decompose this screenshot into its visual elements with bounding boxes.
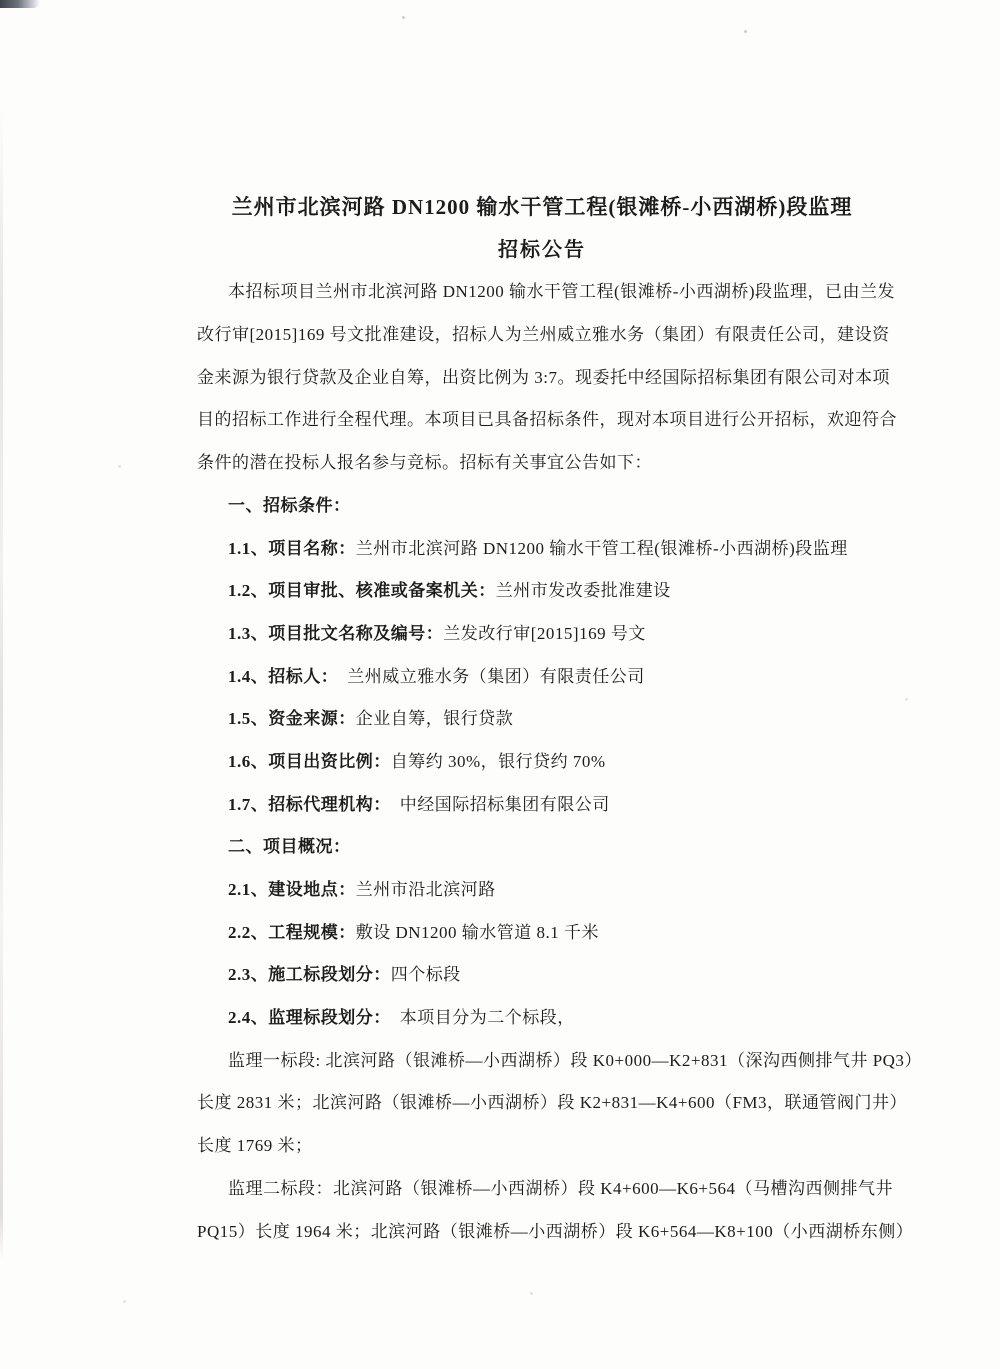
document-title: 兰州市北滨河路 DN1200 输水干管工程(银滩桥-小西湖桥)段监理 — [231, 195, 853, 219]
scan-edge-shadow — [0, 110, 3, 1260]
list-item-1-5 — [197, 698, 887, 741]
item-value: 兰发改行审[2015]169 号文 — [443, 623, 646, 643]
item-value: 四个标段 — [390, 965, 461, 985]
item-value: 兰州市发改委批准建设 — [495, 581, 671, 601]
item-label: 1.3、项目批文名称及编号： — [228, 623, 444, 643]
list-item-2-4 — [197, 997, 887, 1040]
list-item-2-3 — [197, 954, 887, 997]
intro-line: 条件的潜在投标人报名参与竞标。招标有关事宜公告如下： — [197, 453, 652, 473]
scan-speck — [905, 698, 908, 701]
intro-line: 改行审[2015]169 号文批准建设，招标人为兰州威立雅水务（集团）有限责任公司，建设资 — [197, 325, 890, 345]
list-item-1-3 — [197, 613, 887, 656]
list-item-2-1 — [197, 869, 887, 912]
intro-line: 本招标项目兰州市北滨河路 DN1200 输水干管工程(银滩桥-小西湖桥)段监理，已由兰发 — [228, 282, 896, 302]
list-item-2-2 — [197, 912, 887, 955]
list-item-1-2 — [197, 570, 887, 613]
document-body — [197, 186, 922, 1253]
item-value: 本项目分为二个标段， — [382, 1008, 575, 1028]
item-label: 2.3、施工标段划分： — [228, 965, 391, 985]
supervision-line: 监理一标段: 北滨河路（银滩桥—小西湖桥）段 K0+000—K2+831（深沟西侧排气井 PQ3） — [228, 1050, 922, 1070]
scan-speck — [530, 1292, 533, 1295]
item-value: 中经国际招标集团有限公司 — [382, 794, 610, 814]
item-value: 兰州威立雅水务（集团）有限责任公司 — [329, 666, 645, 686]
item-label: 1.6、项目出资比例： — [228, 751, 391, 771]
item-value: 自筹约 30%，银行贷约 70% — [390, 751, 606, 771]
list-item-1-1 — [197, 528, 887, 571]
item-value: 兰州市北滨河路 DN1200 输水干管工程(银滩桥-小西湖桥)段监理 — [355, 538, 848, 558]
list-item-1-4 — [197, 656, 887, 699]
item-label: 2.1、建设地点： — [228, 880, 356, 899]
section-heading-conditions: 一、招标条件： — [228, 495, 351, 515]
scan-speck — [118, 465, 121, 468]
section-heading-overview: 二、项目概况： — [228, 837, 351, 857]
document-subtitle: 招标公告 — [498, 238, 586, 261]
intro-line: 金来源为银行贷款及企业自筹，出资比例为 3:7。现委托中经国际招标集团有限公司对本项 — [197, 367, 890, 387]
supervision-line: 长度 2831 米；北滨河路（银滩桥—小西湖桥）段 K2+831—K4+600（FM3，联通管阀门井） — [197, 1093, 908, 1113]
item-label: 1.7、招标代理机构： — [228, 794, 383, 814]
item-value: 兰州市沿北滨河路 — [355, 880, 496, 899]
supervision-line: PQ15）长度 1964 米；北滨河路（银滩桥—小西湖桥）段 K6+564—K8+100（小西湖桥东侧） — [197, 1221, 914, 1241]
item-value: 敷设 DN1200 输水管道 8.1 千米 — [355, 922, 600, 942]
item-value: 企业自筹，银行贷款 — [355, 709, 514, 729]
scan-corner-artifact — [0, 0, 40, 8]
list-item-1-6 — [197, 741, 887, 784]
list-item-1-7 — [197, 784, 887, 827]
item-label: 2.4、监理标段划分： — [228, 1008, 383, 1028]
supervision-line: 监理二标段：北滨河路（银滩桥—小西湖桥）段 K4+600—K6+564（马槽沟西侧排气井 — [228, 1178, 893, 1198]
scan-speck — [402, 16, 405, 19]
item-label: 2.2、工程规模： — [228, 922, 356, 942]
item-label: 1.1、项目名称： — [228, 538, 356, 558]
item-label: 1.4、招标人： — [228, 666, 330, 686]
item-label: 1.5、资金来源： — [228, 709, 356, 729]
item-label: 1.2、项目审批、核准或备案机关： — [228, 581, 496, 601]
supervision-line: 长度 1769 米； — [197, 1136, 313, 1156]
scan-speck — [123, 1300, 126, 1303]
intro-line: 目的招标工作进行全程代理。本项目已具备招标条件，现对本项目进行公开招标，欢迎符合 — [197, 410, 897, 430]
scan-speck — [744, 30, 747, 33]
